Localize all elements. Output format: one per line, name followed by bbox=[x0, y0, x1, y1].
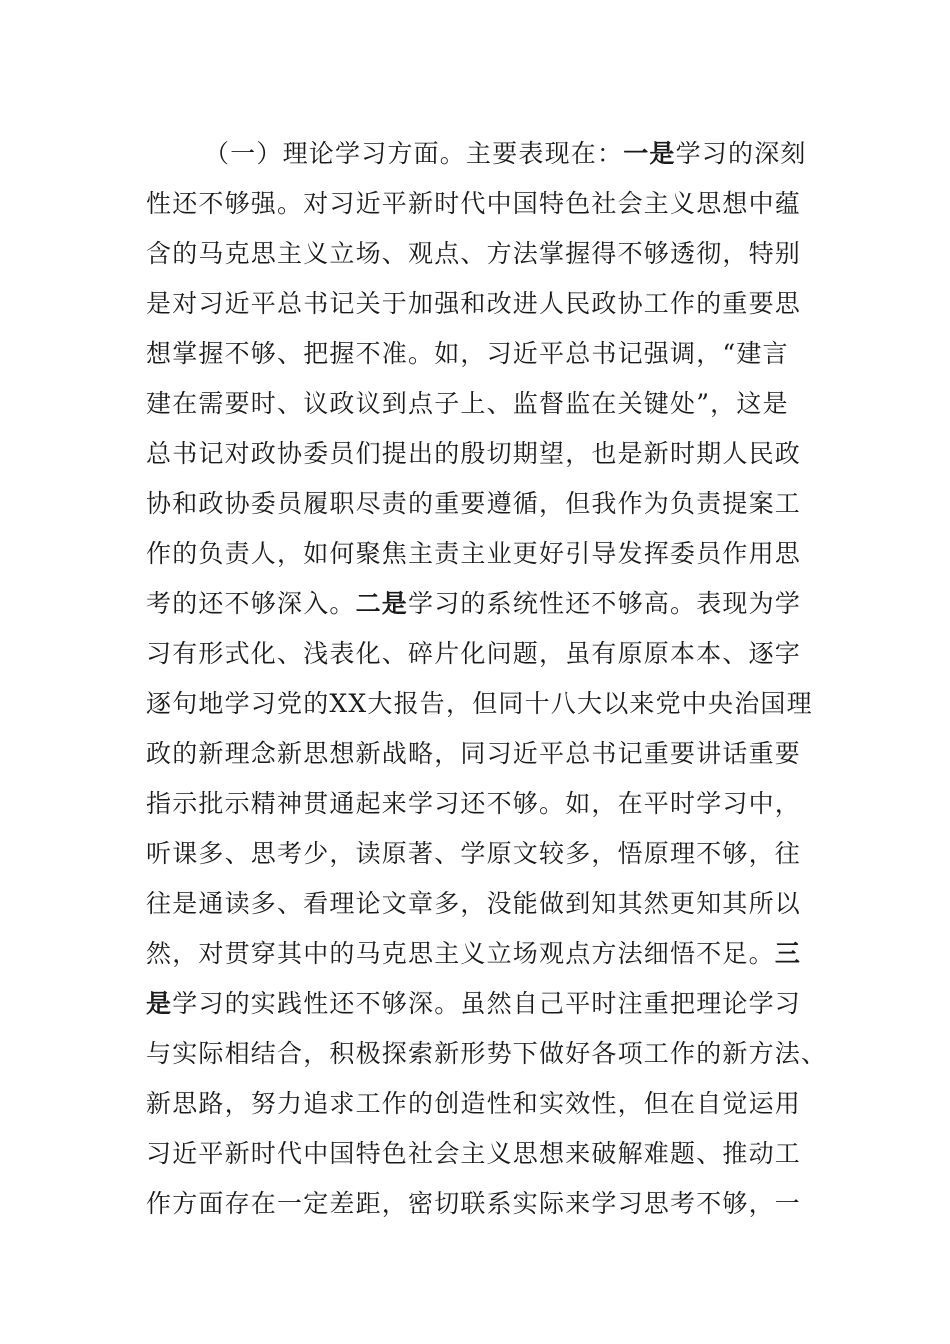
text-line: 含的马克思主义立场、观点、方法掌握得不够透彻，特别 bbox=[146, 239, 802, 268]
text-line: 与实际相结合，积极探索新形势下做好各项工作的新方法、 bbox=[146, 1039, 828, 1068]
text-line: 作方面存在一定差距，密切联系实际来学习思考不够，一 bbox=[146, 1189, 802, 1218]
text-line: 政的新理念新思想新战略，同习近平总书记重要讲话重要 bbox=[146, 739, 802, 768]
text-line: 总书记对政协委员们提出的殷切期望，也是新时期人民政 bbox=[146, 439, 802, 468]
body-paragraph bbox=[146, 129, 828, 1229]
text-line: 听课多、思考少，读原著、学原文较多，悟原理不够，往 bbox=[146, 839, 802, 868]
text-line: 习近平新时代中国特色社会主义思想来破解难题、推动工 bbox=[146, 1139, 802, 1168]
text-line: 作的负责人，如何聚焦主责主业更好引导发挥委员作用思 bbox=[146, 539, 802, 568]
text-line: 新思路，努力追求工作的创造性和实效性，但在自觉运用 bbox=[146, 1089, 802, 1118]
text-line: 性还不够强。对习近平新时代中国特色社会主义思想中蕴 bbox=[146, 189, 802, 218]
text-line: 逐句地学习党的XX大报告，但同十八大以来党中央治国理 bbox=[146, 689, 813, 718]
text-line: 习有形式化、浅表化、碎片化问题，虽有原原本本、逐字 bbox=[146, 639, 802, 668]
text-line: 建在需要时、议政议到点子上、监督监在关键处”，这是 bbox=[146, 389, 789, 418]
text-line: 协和政协委员履职尽责的重要遵循，但我作为负责提案工 bbox=[146, 489, 802, 518]
text-line: （一）理论学习方面。主要表现在：一是学习的深刻 bbox=[204, 139, 807, 168]
text-line: 往是通读多、看理论文章多，没能做到知其然更知其所以 bbox=[146, 889, 802, 918]
text-line: 考的还不够深入。二是学习的系统性还不够高。表现为学 bbox=[146, 589, 802, 618]
text-line: 然，对贯穿其中的马克思主义立场观点方法细悟不足。三 bbox=[146, 939, 802, 968]
text-line: 是对习近平总书记关于加强和改进人民政协工作的重要思 bbox=[146, 289, 802, 318]
text-line: 想掌握不够、把握不准。如，习近平总书记强调，“建言 bbox=[146, 339, 789, 368]
text-line: 指示批示精神贯通起来学习还不够。如，在平时学习中， bbox=[146, 789, 802, 818]
text-line: 是学习的实践性还不够深。虽然自己平时注重把理论学习 bbox=[146, 989, 802, 1018]
